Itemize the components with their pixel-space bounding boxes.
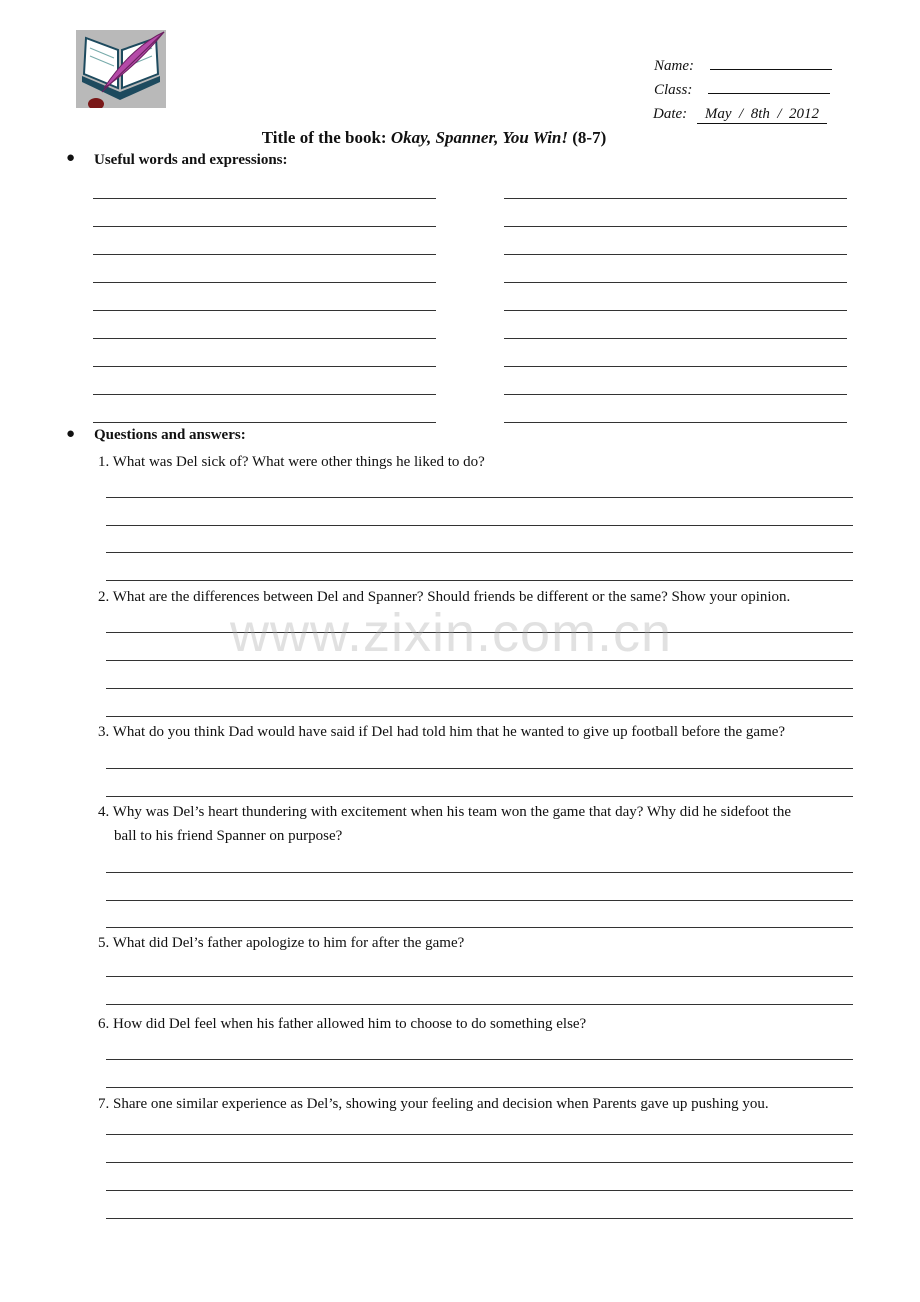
book-quill-logo — [76, 30, 166, 108]
question-7: 7. Share one similar experience as Del’s, showing your feeling and decision when Parents gave up pushing you. — [98, 1096, 769, 1112]
class-label: Class: — [654, 82, 693, 98]
answer-line[interactable] — [106, 927, 853, 928]
date-label: Date: — [653, 106, 688, 122]
answer-line[interactable] — [106, 768, 853, 769]
name-field[interactable] — [710, 54, 832, 70]
book-title: Okay, Spanner, You Win! — [390, 128, 568, 147]
word-writing-line-left[interactable] — [93, 394, 436, 395]
answer-line[interactable] — [106, 1134, 853, 1135]
word-writing-line-left[interactable] — [93, 282, 436, 283]
date-value: May / 8th / 2012 — [697, 106, 827, 124]
answer-line[interactable] — [106, 900, 853, 901]
answer-line[interactable] — [106, 716, 853, 717]
class-field[interactable] — [708, 78, 830, 94]
answer-line[interactable] — [106, 1059, 853, 1060]
bullet-icon: ● — [66, 426, 76, 442]
word-writing-line-right[interactable] — [504, 198, 847, 199]
word-writing-line-left[interactable] — [93, 366, 436, 367]
answer-line[interactable] — [106, 525, 853, 526]
question-3: 3. What do you think Dad would have said if Del had told him that he wanted to give up football before the game? — [98, 724, 786, 740]
word-writing-line-right[interactable] — [504, 422, 847, 423]
word-writing-line-right[interactable] — [504, 310, 847, 311]
watermark: www.zixin.com.cn — [230, 603, 673, 663]
word-writing-line-left[interactable] — [93, 226, 436, 227]
word-writing-line-right[interactable] — [504, 282, 847, 283]
answer-line[interactable] — [106, 580, 853, 581]
section-heading-qa: Questions and answers: — [94, 427, 246, 443]
answer-line[interactable] — [106, 1190, 853, 1191]
answer-line[interactable] — [106, 688, 853, 689]
question-1: 1. What was Del sick of? What were other things he liked to do? — [98, 454, 485, 470]
word-writing-line-left[interactable] — [93, 254, 436, 255]
title-suffix: (8-7) — [568, 128, 607, 147]
word-writing-line-right[interactable] — [504, 394, 847, 395]
answer-line[interactable] — [106, 497, 853, 498]
name-row — [654, 54, 832, 78]
answer-line[interactable] — [106, 872, 853, 873]
question-6: 6. How did Del feel when his father allowed him to choose to do something else? — [98, 1016, 587, 1032]
word-writing-line-left[interactable] — [93, 338, 436, 339]
class-row — [654, 78, 830, 102]
answer-line[interactable] — [106, 1004, 853, 1005]
answer-line[interactable] — [106, 1218, 853, 1219]
word-writing-line-left[interactable] — [93, 198, 436, 199]
bullet-icon: ● — [66, 150, 76, 166]
answer-line[interactable] — [106, 1087, 853, 1088]
answer-line[interactable] — [106, 976, 853, 977]
date-row — [653, 102, 827, 126]
word-writing-line-left[interactable] — [93, 310, 436, 311]
word-writing-line-left[interactable] — [93, 422, 436, 423]
word-writing-line-right[interactable] — [504, 254, 847, 255]
name-label: Name: — [654, 58, 694, 74]
question-4-cont: ball to his friend Spanner on purpose? — [114, 828, 343, 844]
answer-line[interactable] — [106, 552, 853, 553]
question-4: 4. Why was Del’s heart thundering with excitement when his team won the game that day? Why did he sidefoot the — [98, 804, 792, 820]
word-writing-line-right[interactable] — [504, 366, 847, 367]
question-2: 2. What are the differences between Del and Spanner? Should friends be different or the same? Show your opinion. — [98, 589, 791, 605]
word-writing-line-right[interactable] — [504, 338, 847, 339]
answer-line[interactable] — [106, 796, 853, 797]
answer-line[interactable] — [106, 1162, 853, 1163]
section-heading-words: Useful words and expressions: — [94, 152, 288, 168]
title-prefix: Title of the book: — [261, 128, 391, 147]
question-5: 5. What did Del’s father apologize to him for after the game? — [98, 935, 465, 951]
page-title — [0, 128, 868, 148]
word-writing-line-right[interactable] — [504, 226, 847, 227]
